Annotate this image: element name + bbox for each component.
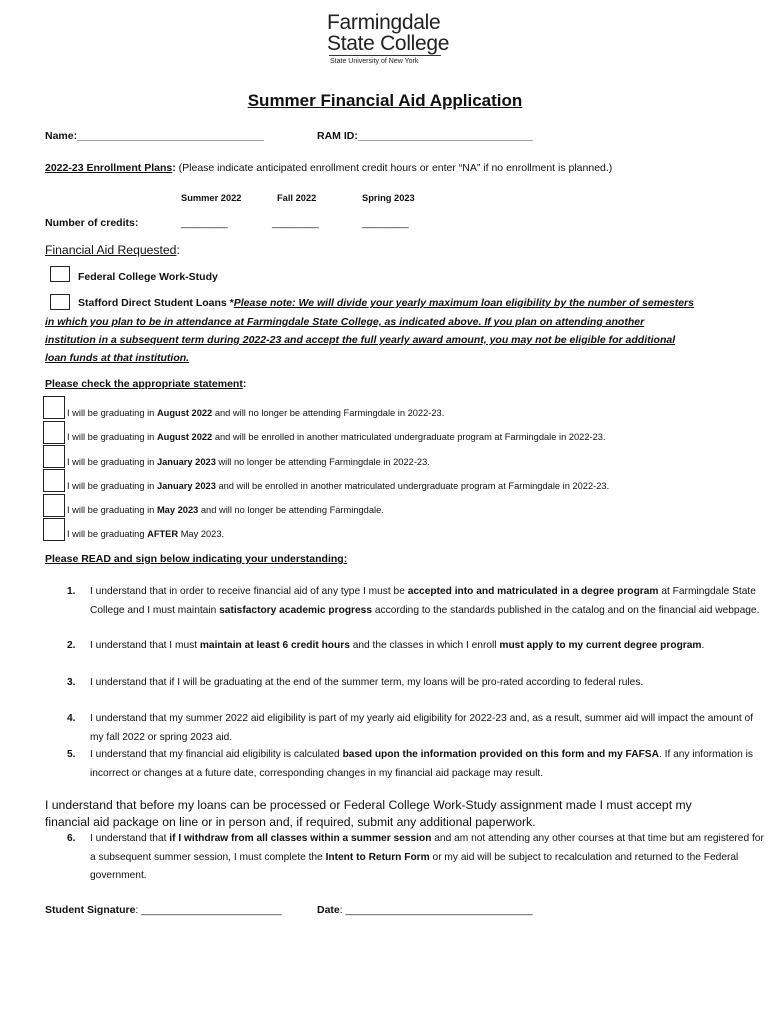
statement-option: I will be graduating in May 2023 and will no longer be attending Farmingdale. — [67, 505, 384, 515]
stafford-loan-checkbox[interactable] — [50, 294, 70, 310]
date-input-line[interactable]: ________________________________ — [345, 904, 533, 916]
work-study-checkbox[interactable] — [50, 266, 70, 282]
ramid-field — [317, 130, 533, 142]
spring-credits-input[interactable]: ________ — [362, 217, 409, 229]
aid-requested-heading: Financial Aid Requested — [45, 243, 177, 257]
column-fall-2022: Fall 2022 — [277, 193, 317, 203]
name-label: Name: — [45, 130, 78, 142]
column-spring-2023: Spring 2023 — [362, 193, 415, 203]
statement-checkbox[interactable] — [43, 518, 65, 541]
summer-credits-input[interactable]: ________ — [181, 217, 228, 229]
stafford-line-1 — [78, 297, 694, 309]
name-input-line[interactable]: ________________________________ — [77, 130, 264, 142]
signature-input-line[interactable]: ________________________ — [141, 904, 282, 916]
college-logo-line1: Farmingdale — [327, 11, 441, 34]
statement-checkbox[interactable] — [43, 494, 65, 517]
stafford-note-2: in which you plan to be in attendance at Farmingdale State College, as indicated above. If you plan on attending another — [45, 316, 645, 328]
enrollment-heading: 2022-23 Enrollment Plans — [45, 162, 173, 174]
form-title: Summer Financial Aid Application — [247, 91, 523, 110]
statement-option: I will be graduating in January 2023 and will be enrolled in another matriculated undergraduate program at Farmingdale in 2022-23. — [67, 481, 610, 491]
column-summer-2022: Summer 2022 — [181, 193, 242, 203]
statement-heading-line: Please check the appropriate statement: — [45, 378, 247, 390]
stafford-note-4: loan funds at that institution. — [45, 352, 190, 364]
statement-option: I will be graduating in August 2022 and will no longer be attending Farmingdale in 2022-23. — [67, 408, 445, 418]
statement-heading: Please check the appropriate statement — [45, 378, 243, 390]
statement-checkbox[interactable] — [43, 469, 65, 492]
college-logo-line2: State College — [327, 32, 450, 55]
name-field — [45, 130, 264, 142]
date-field: Date: ________________________________ — [317, 904, 533, 916]
enrollment-plans-line: 2022-23 Enrollment Plans: (Please indicate anticipated enrollment credit hours or enter “NA” if no enrollment is planned.) — [45, 162, 613, 174]
understanding-heading: Please READ and sign below indicating your understanding: — [45, 553, 348, 565]
statement-option: I will be graduating in January 2023 will no longer be attending Farmingdale in 2022-23. — [67, 457, 430, 467]
stafford-note-1: Please note: We will divide your yearly maximum loan eligibility by the number of semesters — [233, 297, 694, 309]
credits-label: Number of credits: — [45, 217, 139, 229]
enrollment-instructions: (Please indicate anticipated enrollment credit hours or enter “NA” if no enrollment is planned.) — [175, 162, 613, 174]
ramid-input-line[interactable]: ______________________________ — [357, 130, 534, 142]
stafford-loan-label: Stafford Direct Student Loans * — [78, 297, 234, 309]
stafford-note-3: institution in a subsequent term during 2022-23 and accept the full yearly award amount, you may not be eligible for additional — [45, 334, 676, 346]
statement-option: I will be graduating AFTER May 2023. — [67, 529, 225, 539]
aid-requested-heading-line: Financial Aid Requested: — [45, 243, 180, 257]
fall-credits-input[interactable]: ________ — [272, 217, 319, 229]
statement-option: I will be graduating in August 2022 and will be enrolled in another matriculated undergraduate program at Farmingdale in 2022-23. — [67, 432, 606, 442]
signature-field: Student Signature: ________________________ — [45, 904, 282, 916]
loan-acceptance-paragraph: I understand that before my loans can be processed or Federal College Work-Study assignment made I must accept my financial aid package on line or in person and, if required, submit any additional paperwork. — [45, 798, 692, 829]
statement-checkbox[interactable] — [43, 445, 65, 468]
work-study-label: Federal College Work-Study — [78, 271, 218, 283]
date-label: Date — [317, 904, 340, 916]
statement-checkbox[interactable] — [43, 421, 65, 444]
statement-checkbox[interactable] — [43, 396, 65, 419]
signature-label: Student Signature — [45, 904, 136, 916]
logo-divider — [329, 55, 441, 56]
ramid-label: RAM ID: — [317, 130, 358, 142]
college-logo-subtitle: State University of New York — [330, 58, 419, 65]
